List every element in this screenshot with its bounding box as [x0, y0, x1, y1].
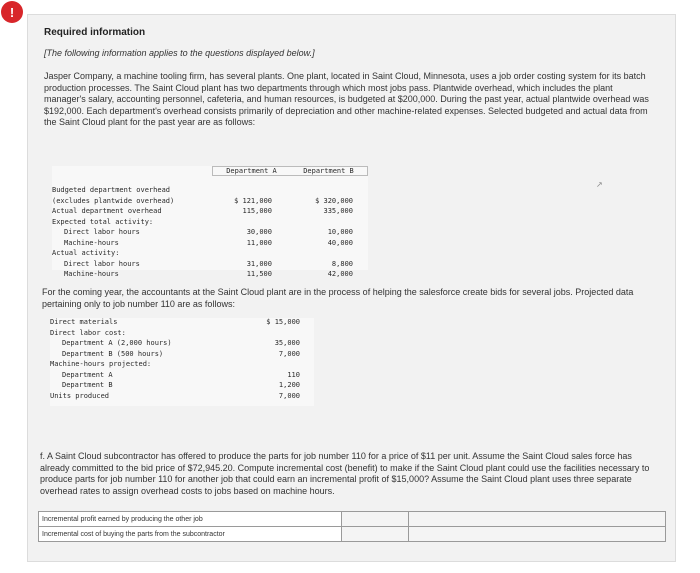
- department-table-header: [212, 166, 368, 176]
- department-a-value: 31,000: [246, 259, 272, 268]
- info-note: [The following information applies to the questions displayed below.]: [44, 48, 315, 58]
- department-b-value: 335,000: [323, 207, 353, 215]
- job-table-row: [50, 339, 314, 347]
- department-a-value: 11,000: [246, 238, 272, 247]
- department-b-value: 42,000: [327, 270, 353, 278]
- department-table-row: [52, 186, 368, 194]
- department-table-row: [52, 218, 368, 226]
- row-value: 35,000: [274, 339, 300, 347]
- department-table-row: [52, 207, 368, 215]
- row-value: 7,000: [278, 391, 300, 400]
- job-110-table: [50, 318, 314, 406]
- row-label: (excludes plantwide overhead): [52, 196, 175, 205]
- department-table-row: [52, 249, 368, 257]
- col-department-a: Department A: [226, 167, 277, 175]
- department-b-value: $ 320,000: [315, 196, 353, 205]
- row-label: Machine-hours projected:: [50, 360, 152, 368]
- row-label: Direct labor cost:: [50, 328, 126, 337]
- mouse-cursor-icon: ↗: [596, 180, 603, 189]
- department-table-row: [52, 239, 368, 247]
- department-b-value: 8,800: [331, 259, 353, 268]
- job-table-row: [50, 381, 314, 389]
- alert-icon: !: [1, 1, 23, 23]
- department-b-value: 10,000: [327, 228, 353, 236]
- answer-input-cell[interactable]: [342, 512, 409, 527]
- row-label: Direct labor hours: [64, 259, 140, 268]
- row-label: Department B: [62, 381, 113, 389]
- department-table-row: [52, 270, 368, 278]
- job-table-row: [50, 350, 314, 358]
- row-label: Machine-hours: [64, 238, 119, 247]
- department-table-row: [52, 228, 368, 236]
- answer-table: [38, 511, 666, 542]
- answer-input-cell[interactable]: [342, 527, 409, 542]
- department-a-value: 115,000: [242, 207, 272, 215]
- department-a-value: 11,500: [246, 270, 272, 278]
- job-110-paragraph: For the coming year, the accountants at the Saint Cloud plant are in the process of helping the salesforce create bids for several jobs. Projected data pertaining only to job number 110 are as follows:: [42, 287, 634, 309]
- row-label: Expected total activity:: [52, 217, 154, 226]
- row-value: 110: [287, 370, 300, 379]
- question-panel: [27, 14, 676, 562]
- answer-label: Incremental cost of buying the parts from the subcontractor: [39, 527, 342, 542]
- row-label: Department A (2,000 hours): [62, 339, 172, 347]
- department-table-row: [52, 197, 368, 205]
- col-department-b: Department B: [303, 167, 354, 175]
- department-table-row: [52, 260, 368, 268]
- row-label: Budgeted department overhead: [52, 186, 171, 194]
- answer-input-cell-wide[interactable]: [409, 512, 666, 527]
- job-table-row: [50, 318, 314, 326]
- row-label: Direct materials: [50, 318, 118, 326]
- job-table-row: [50, 329, 314, 337]
- answer-input-cell-wide[interactable]: [409, 527, 666, 542]
- question-f: f. A Saint Cloud subcontractor has offered to produce the parts for job number 110 for a price of $11 per unit. Assume the Saint Cloud sales force has already committed to the bid price of $72,945.20. Compute incremental cost (benefit) to make if the Saint Cloud plant could use the facilities necessary to produce parts for job number 110 for another job that could earn an incremental profit of $15,000? Assume the Saint Cloud plant uses three separate overhead rates to assign overhead costs to jobs based on machine hours.: [40, 451, 650, 496]
- job-table-row: [50, 392, 314, 400]
- answer-row: [39, 527, 666, 542]
- answer-row: [39, 512, 666, 527]
- required-information-title: Required information: [44, 27, 146, 38]
- row-label: Units produced: [50, 391, 110, 400]
- row-label: Department A: [62, 370, 113, 379]
- row-label: Machine-hours: [64, 270, 119, 278]
- department-data-table: [52, 166, 368, 278]
- row-value: $ 15,000: [266, 318, 300, 326]
- row-label: Direct labor hours: [64, 228, 140, 236]
- department-a-value: $ 121,000: [234, 196, 272, 205]
- row-value: 1,200: [278, 381, 300, 389]
- intro-paragraph: Jasper Company, a machine tooling firm, has several plants. One plant, located in Saint Cloud, Minnesota, uses a job order costing system for its batch production processes. The Saint Cloud plant has two departments through which most jobs pass. Plantwide overhead, which includes the plant manager's salary, accounting personnel, cafeteria, and human resources, is budgeted at $200,000. During the past year, actual plantwide overhead was $192,000. Each department's overhead consists primarily of depreciation and other machine-related expenses. Selected budgeted and actual data from the Saint Cloud plant for the past year are as follows:: [44, 71, 649, 127]
- job-table-row: [50, 371, 314, 379]
- row-label: Actual department overhead: [52, 207, 162, 215]
- row-label: Actual activity:: [52, 249, 120, 257]
- row-value: 7,000: [278, 349, 300, 358]
- row-label: Department B (500 hours): [62, 349, 164, 358]
- answer-label: Incremental profit earned by producing the other job: [39, 512, 342, 527]
- job-table-row: [50, 360, 314, 368]
- department-a-value: 30,000: [246, 228, 272, 236]
- department-b-value: 40,000: [327, 238, 353, 247]
